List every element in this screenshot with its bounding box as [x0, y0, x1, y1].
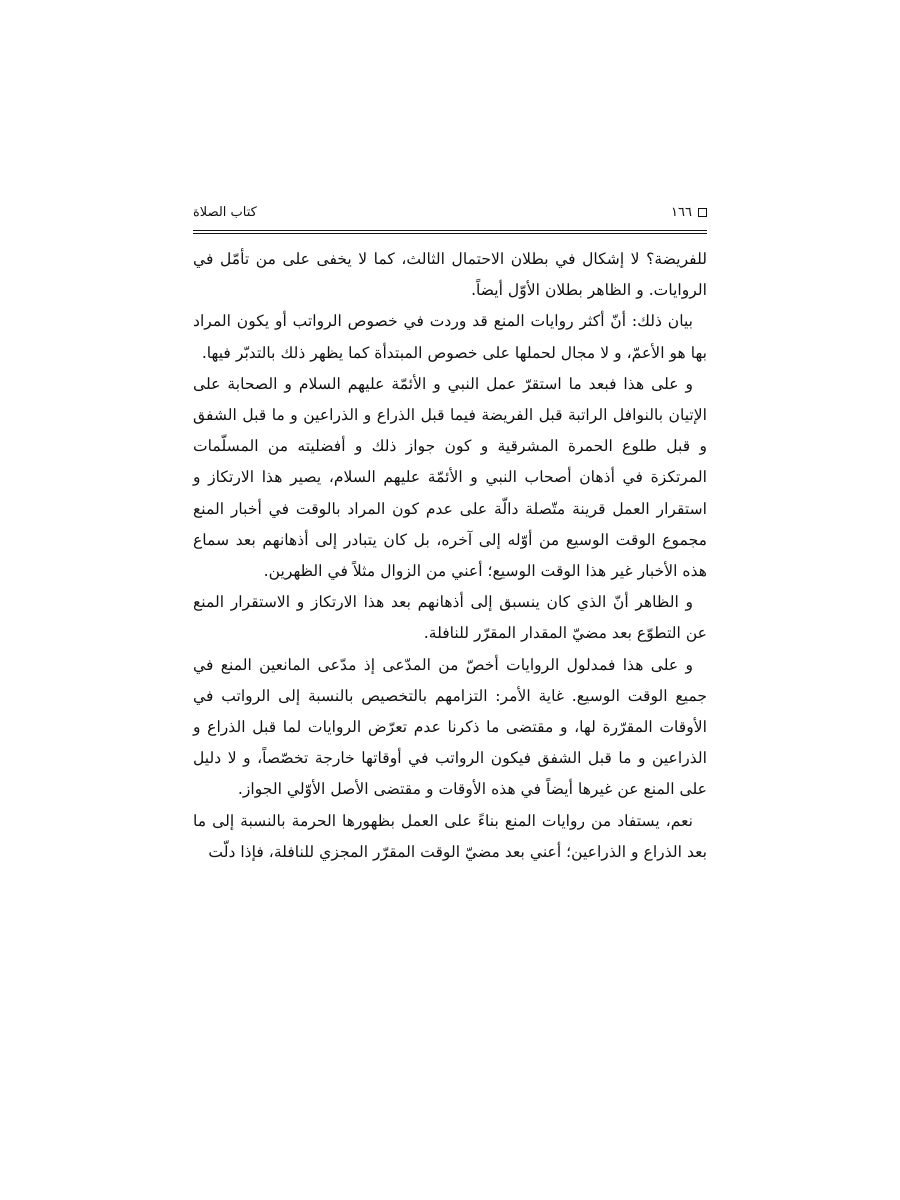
header-rule-thin: [193, 233, 707, 234]
paragraph: و على هذا فبعد ما استقرّ عمل النبي و الأئمّة عليهم السلام و الصحابة على الإتيان بالنوافل الراتبة قبل الفريضة فيما قبل الذراع و الذراعين و ما قبل الشفق و قبل طلوع الحمرة المشرقية و كون جواز ذلك و أفضليته من المسلّمات المرتكزة في أذهان أصحاب النبي و الأئمّة عليهم السلام، يصير هذا الارتكاز و استقرار العمل قرينة متّصلة دالّة على عدم كون المراد بالوقت في أخبار المنع مجموع الوقت الوسيع من أوّله إلى آخره، بل كان يتبادر إلى أذهانهم بعد سماع هذه الأخبار غير هذا الوقت الوسيع؛ أعني من الزوال مثلاً في الظهرين.: [193, 374, 707, 581]
running-header: [193, 200, 707, 224]
body-text: [193, 244, 707, 868]
page-number: ١٦٦: [671, 204, 692, 220]
header-rule: [193, 230, 707, 231]
paragraph: بيان ذلك: أنّ أكثر روايات المنع قد وردت في خصوص الرواتب أو يكون المراد بها هو الأعمّ، و لا مجال لحملها على خصوص المبتدأة كما يظهر ذلك بالتدبّر فيها.: [193, 312, 707, 362]
page-number-block: [671, 205, 707, 220]
square-outline-icon: [698, 208, 707, 217]
paragraph: للفريضة؟ لا إشكال في بطلان الاحتمال الثالث، كما لا يخفى على من تأمّل في الروايات. و الظاهر بطلان الأوّل أيضاً.: [193, 250, 707, 300]
paragraph: و الظاهر أنّ الذي كان ينسبق إلى أذهانهم بعد هذا الارتكاز و الاستقرار المنع عن التطوّع بعد مضيّ المقدار المقرّر للنافلة.: [193, 593, 707, 643]
paragraph: و على هذا فمدلول الروايات أخصّ من المدّعى إذ مدّعى المانعين المنع في جميع الوقت الوسيع. غاية الأمر: التزامهم بالتخصيص بالنسبة إلى الرواتب في الأوقات المقرّرة لها، و مقتضى ما ذكرنا عدم تعرّض الروايات لما قبل الذراع و الذراعين و ما قبل الشفق فيكون الرواتب في أوقاتها خارجة تخصّصاً، و لا دليل على المنع عن غيرها أيضاً في هذه الأوقات و مقتضى الأصل الأوّلي الجواز.: [193, 655, 707, 799]
book-title: كتاب الصلاة: [193, 204, 257, 220]
paragraph: نعم، يستفاد من روايات المنع بناءً على العمل بظهورها الحرمة بالنسبة إلى ما بعد الذراع و الذراعين؛ أعني بعد مضيّ الوقت المقرّر المجزي للنافلة، فإذا دلّت: [193, 811, 707, 861]
